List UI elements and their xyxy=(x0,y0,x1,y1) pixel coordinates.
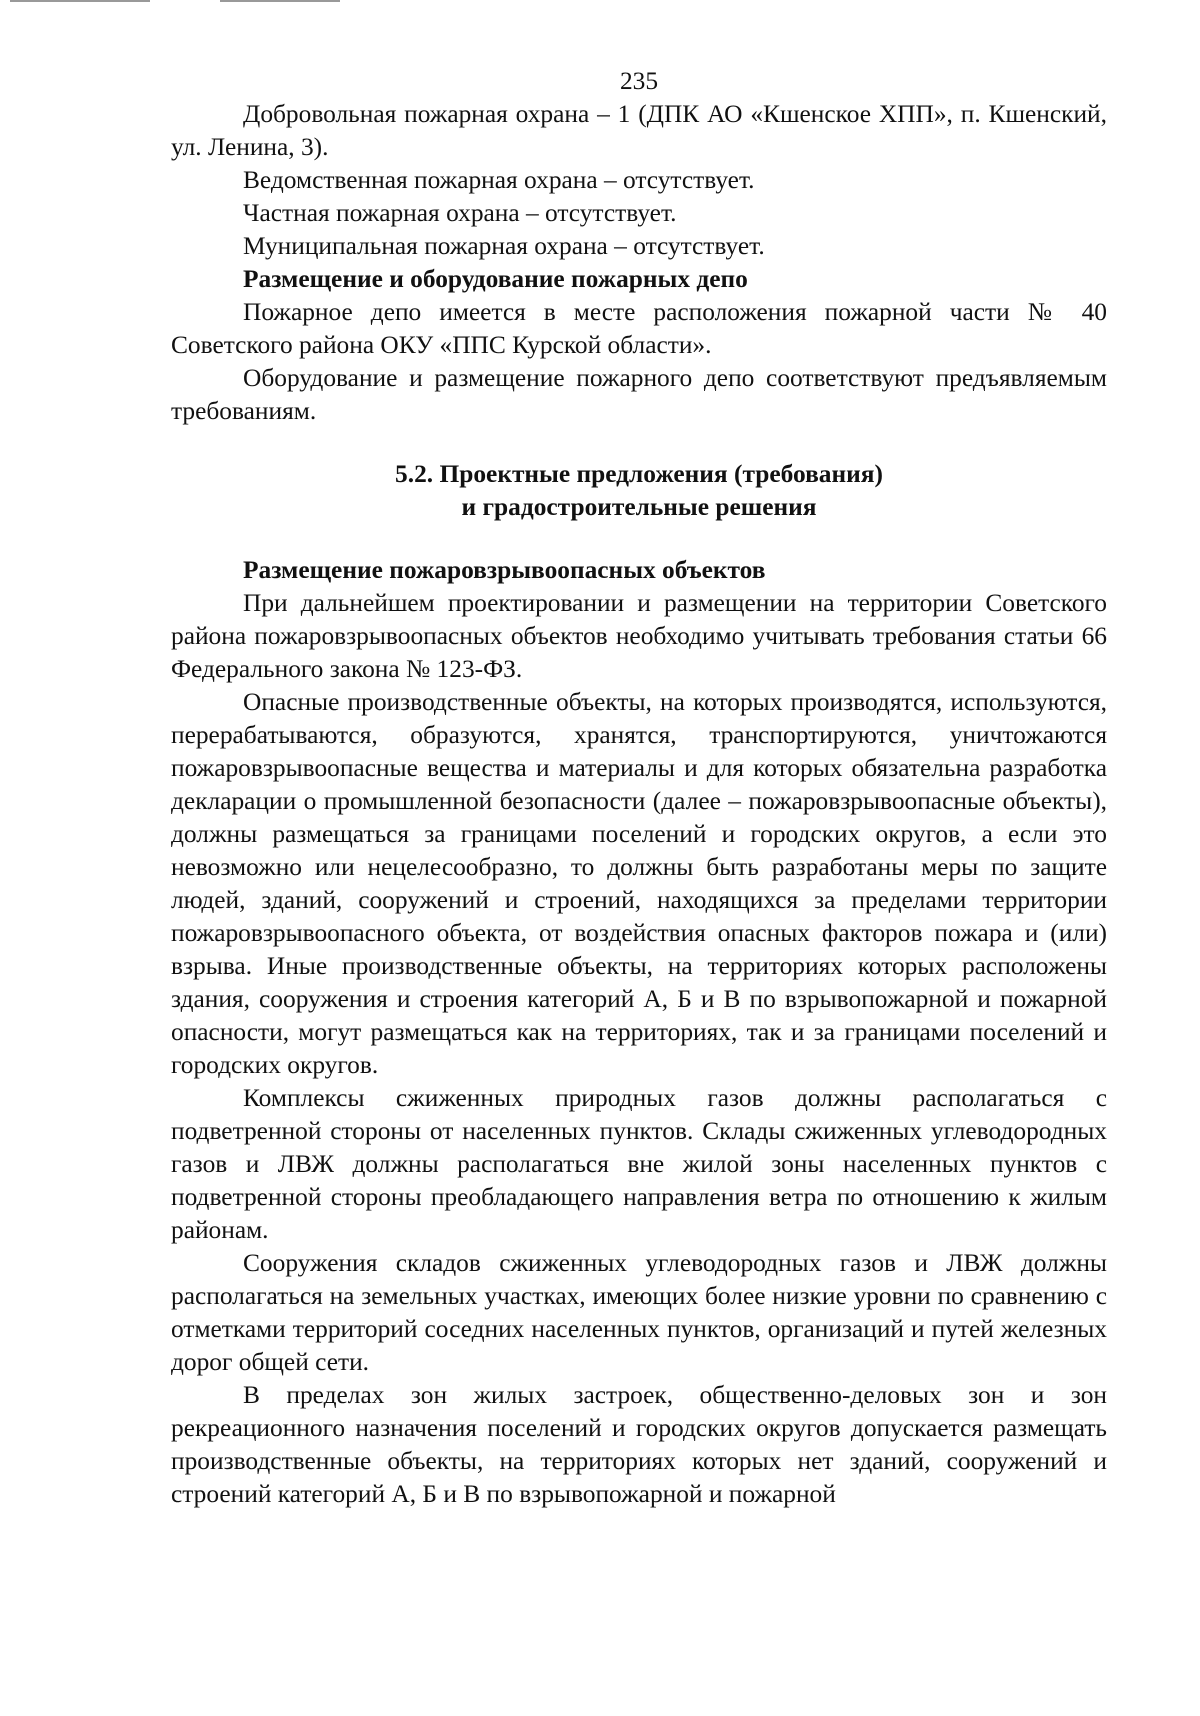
paragraph-fire-depot-equipment: Оборудование и размещение пожарного депо соответствуют предъявляемым требованиям. xyxy=(171,364,1107,425)
section-title-line-1: 5.2. Проектные предложения (требования) xyxy=(395,460,883,488)
body-paragraph: При дальнейшем проектировании и размещении на территории Советского района пожаровзрывоопасных объектов необходимо учитывать требования статьи 66 Федерального закона № 123-ФЗ. xyxy=(171,589,1107,683)
paragraph-volunteer-fire-guard: Добровольная пожарная охрана – 1 (ДПК АО «Кшенское ХПП», п. Кшенский, ул. Ленина, 3). xyxy=(171,100,1107,161)
body-paragraph: В пределах зон жилых застроек, общественно-деловых зон и зон рекреационного назначения поселений и городских округов допускается размещать производственные объекты, на территориях которых нет зданий, сооружений и строений категорий А, Б и В по взрывопожарной и пожарной xyxy=(171,1381,1107,1508)
subheading-fire-depots: Размещение и оборудование пожарных депо xyxy=(243,265,748,293)
page-content xyxy=(171,66,1107,1511)
page-number: 235 xyxy=(619,67,659,95)
section-title-line-2: и градостроительные решения xyxy=(461,493,817,521)
paragraph-fire-depot-location: Пожарное депо имеется в месте расположения пожарной части № 40 Советского района ОКУ «ППС Курской области». xyxy=(171,298,1107,359)
paragraph-private-fire-guard: Частная пожарная охрана – отсутствует. xyxy=(243,199,677,227)
body-paragraph: Комплексы сжиженных природных газов должны располагаться с подветренной стороны от населенных пунктов. Склады сжиженных углеводородных газов и ЛВЖ должны располагаться вне жилой зоны населенных пунктов с подветренной стороны преобладающего направления ветра по отношению к жилым районам. xyxy=(171,1084,1107,1244)
paragraph-departmental-fire-guard: Ведомственная пожарная охрана – отсутствует. xyxy=(243,166,755,194)
body-paragraph: Сооружения складов сжиженных углеводородных газов и ЛВЖ должны располагаться на земельных участках, имеющих более низкие уровни по сравнению с отметками территорий соседних населенных пунктов, организаций и путей железных дорог общей сети. xyxy=(171,1249,1107,1376)
section-title xyxy=(171,458,1107,524)
body-paragraph: Опасные производственные объекты, на которых производятся, используются, перерабатываются, образуются, хранятся, транспортируются, уничтожаются пожаровзрывоопасные вещества и материалы и для которых обязательна разработка декларации о промышленной безопасности (далее – пожаровзрывоопасные объекты), должны размещаться за границами поселений и городских округов, а если это невозможно или нецелесообразно, то должны быть разработаны меры по защите людей, зданий, сооружений и строений, находящихся за пределами территории пожаровзрывоопасного объекта, от воздействия опасных факторов пожара и (или) взрыва. Иные производственные объекты, на территориях которых расположены здания, сооружения и строения категорий А, Б и В по взрывопожарной и пожарной опасности, могут размещаться как на территориях, так и за границами поселений и городских округов. xyxy=(171,688,1107,1079)
scan-artifact xyxy=(220,0,340,2)
scan-artifact xyxy=(10,0,150,2)
subheading-explosive-objects: Размещение пожаровзрывоопасных объектов xyxy=(243,556,766,584)
paragraph-municipal-fire-guard: Муниципальная пожарная охрана – отсутствует. xyxy=(243,232,765,260)
